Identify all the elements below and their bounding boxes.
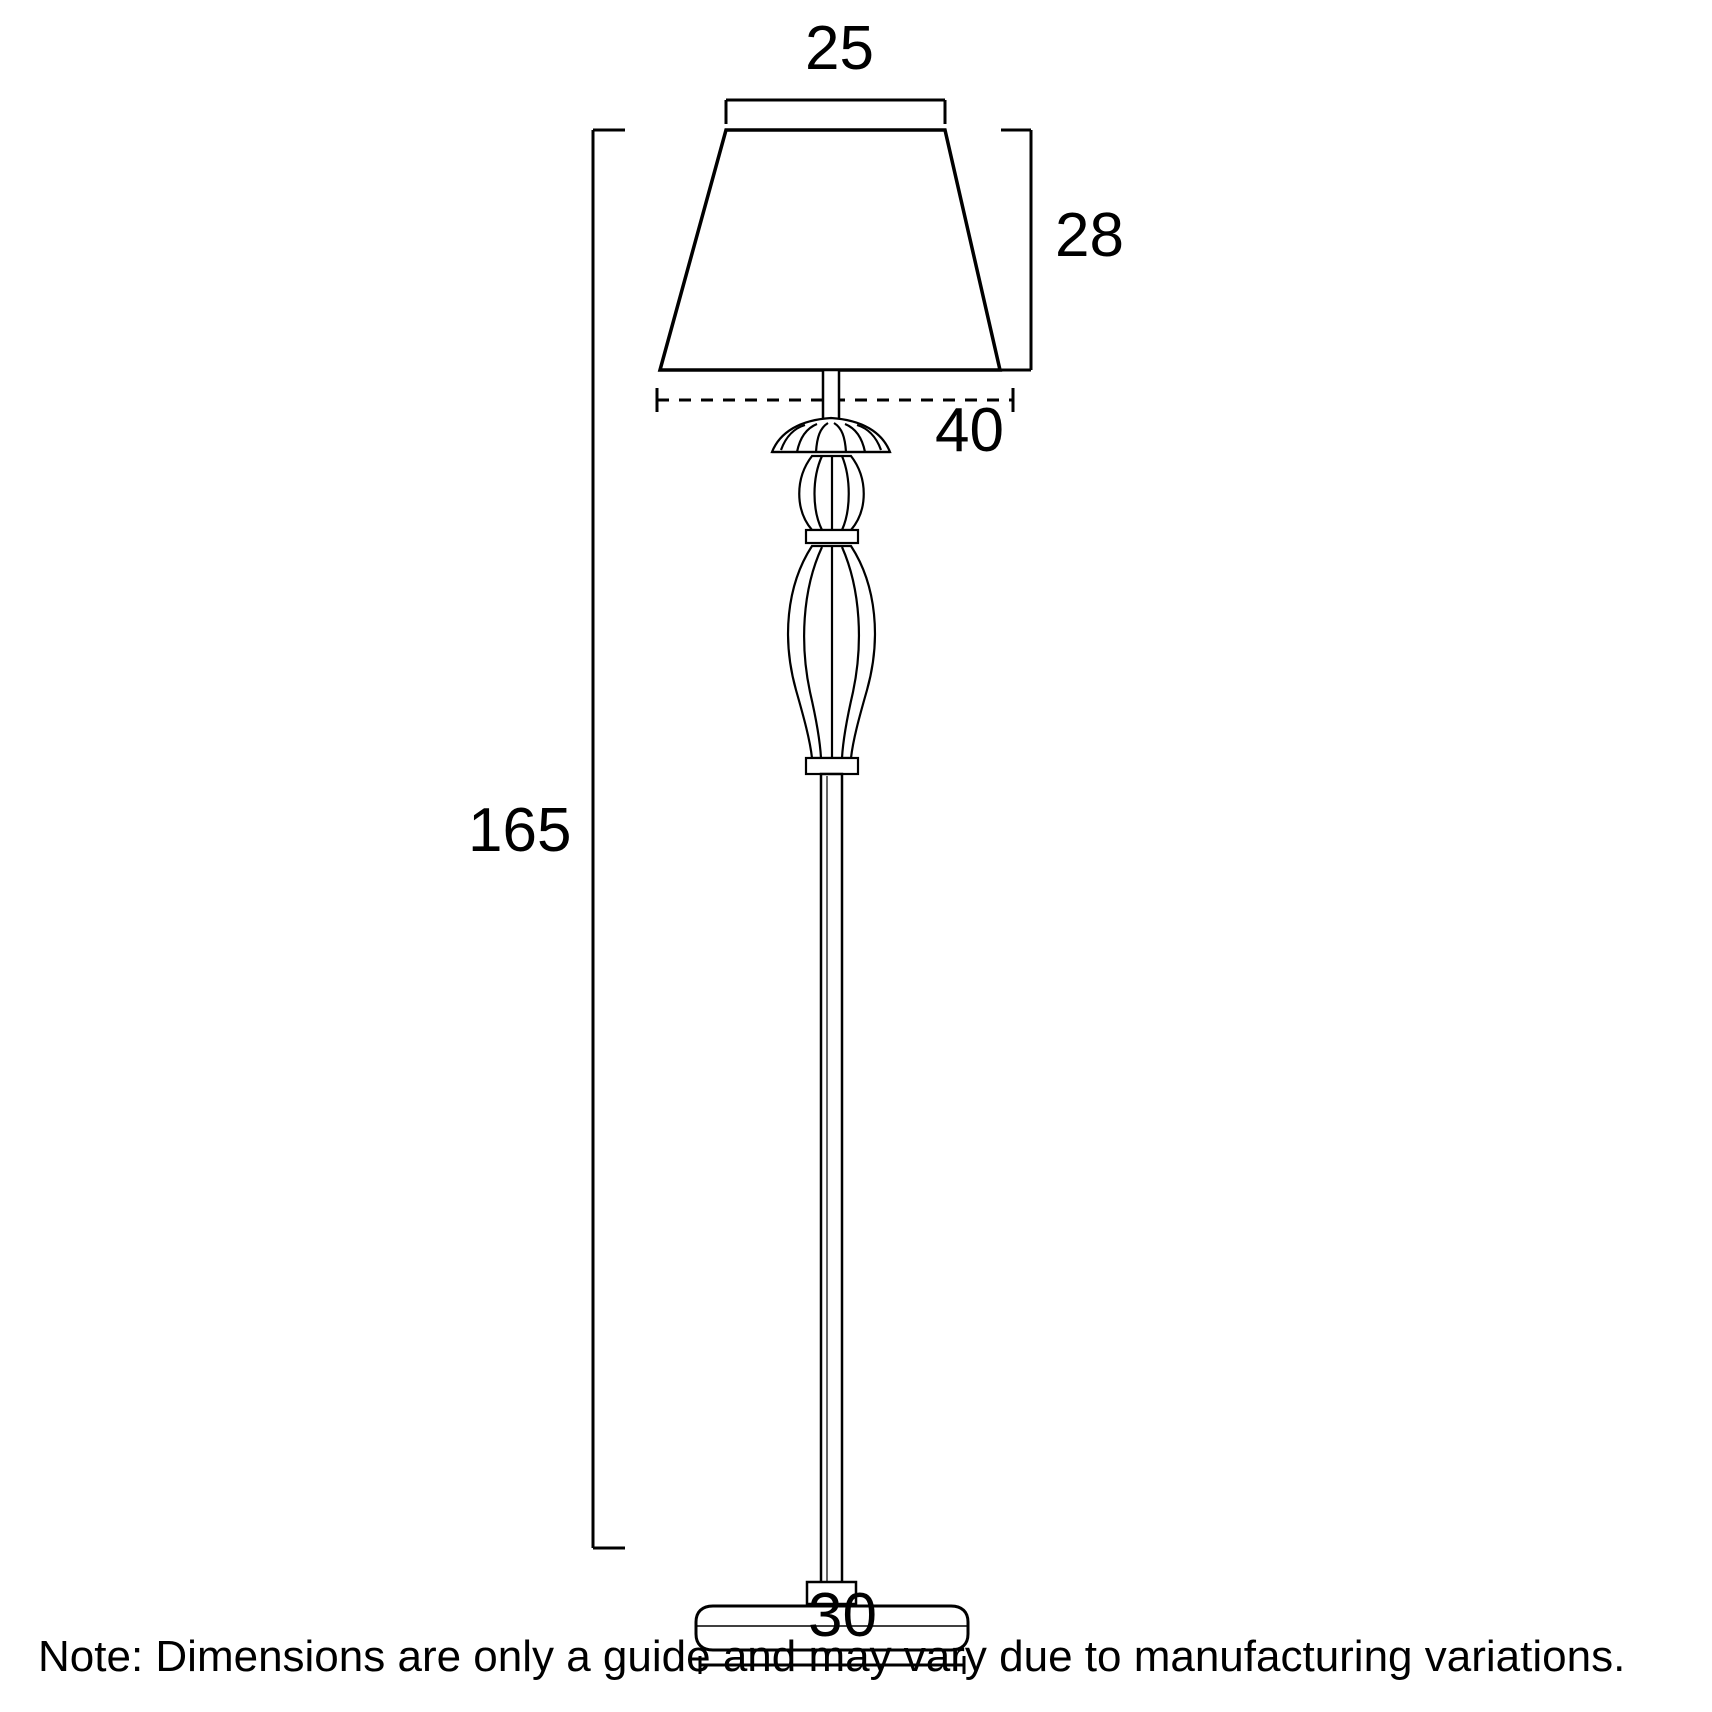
dim-bracket-shade-height (1001, 130, 1031, 370)
dimension-label-shade-height: 28 (1055, 201, 1124, 270)
dimension-label-shade-bottom-width: 40 (935, 396, 1004, 465)
lamp-shade (660, 130, 1000, 370)
lamp-upper-gourd (799, 456, 864, 543)
lamp-body (788, 546, 875, 774)
lamp-neck (823, 370, 839, 422)
lamp-leaf-collar (772, 418, 890, 452)
dim-line-shade-top-width (726, 100, 945, 124)
dimension-label-shade-top-width: 25 (805, 14, 874, 83)
manufacturing-note: Note: Dimensions are only a guide and may vary due to manufacturing variations. (38, 1632, 1626, 1681)
dim-bracket-total-height (593, 130, 625, 1548)
dimension-label-base-width: 30 (808, 1581, 877, 1650)
dimension-label-total-height: 165 (468, 796, 572, 865)
lamp-stem (821, 774, 842, 1604)
